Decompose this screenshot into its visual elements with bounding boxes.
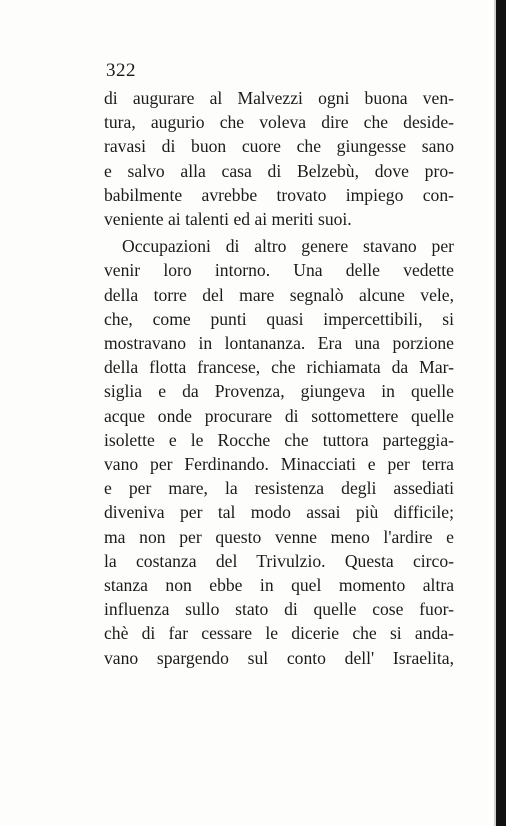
text-line: ma non per questo venne meno l'ardire e bbox=[104, 526, 454, 547]
text-line: della torre del mare segnalò alcune vele, bbox=[104, 284, 454, 305]
body-text bbox=[104, 86, 454, 670]
text-line: influenza sullo stato di quelle cose fuor- bbox=[104, 599, 454, 620]
page-number: 322 bbox=[106, 60, 136, 81]
text-line: vano spargendo sul conto dell' Israelita, bbox=[104, 647, 454, 668]
text-line: Occupazioni di altro genere stavano per bbox=[122, 236, 454, 257]
page-edge bbox=[496, 0, 506, 826]
text-line: di augurare al Malvezzi ogni buona ven- bbox=[104, 88, 454, 108]
text-line: mostravano in lontananza. Era una porzione bbox=[104, 333, 454, 354]
text-line: diveniva per tal modo assai più difficile; bbox=[104, 502, 454, 523]
text-line: babilmente avrebbe trovato impiego con- bbox=[104, 184, 454, 205]
text-line: la costanza del Trivulzio. Questa circo- bbox=[104, 550, 454, 571]
text-line: veniente ai talenti ed ai meriti suoi. bbox=[104, 209, 352, 230]
text-line: chè di far cessare le dicerie che si anda- bbox=[104, 623, 454, 644]
text-line: e per mare, la resistenza degli assediati bbox=[104, 478, 454, 499]
text-line: siglia e da Provenza, giungeva in quelle bbox=[104, 381, 454, 402]
text-line: che, come punti quasi impercettibili, si bbox=[104, 308, 454, 329]
text-line: acque onde procurare di sottomettere quelle bbox=[104, 405, 454, 426]
text-line: isolette e le Rocche che tuttora parteggia- bbox=[104, 429, 454, 450]
text-line: vano per Ferdinando. Minacciati e per terra bbox=[104, 454, 454, 475]
text-line: stanza non ebbe in quel momento altra bbox=[104, 575, 454, 596]
text-line: ravasi di buon cuore che giungesse sano bbox=[104, 136, 454, 157]
text-line: e salvo alla casa di Belzebù, dove pro- bbox=[104, 160, 454, 181]
text-line: venir loro intorno. Una delle vedette bbox=[104, 260, 454, 281]
text-line: tura, augurio che voleva dire che deside- bbox=[104, 112, 454, 133]
text-line: della flotta francese, che richiamata da Mar- bbox=[104, 357, 454, 378]
